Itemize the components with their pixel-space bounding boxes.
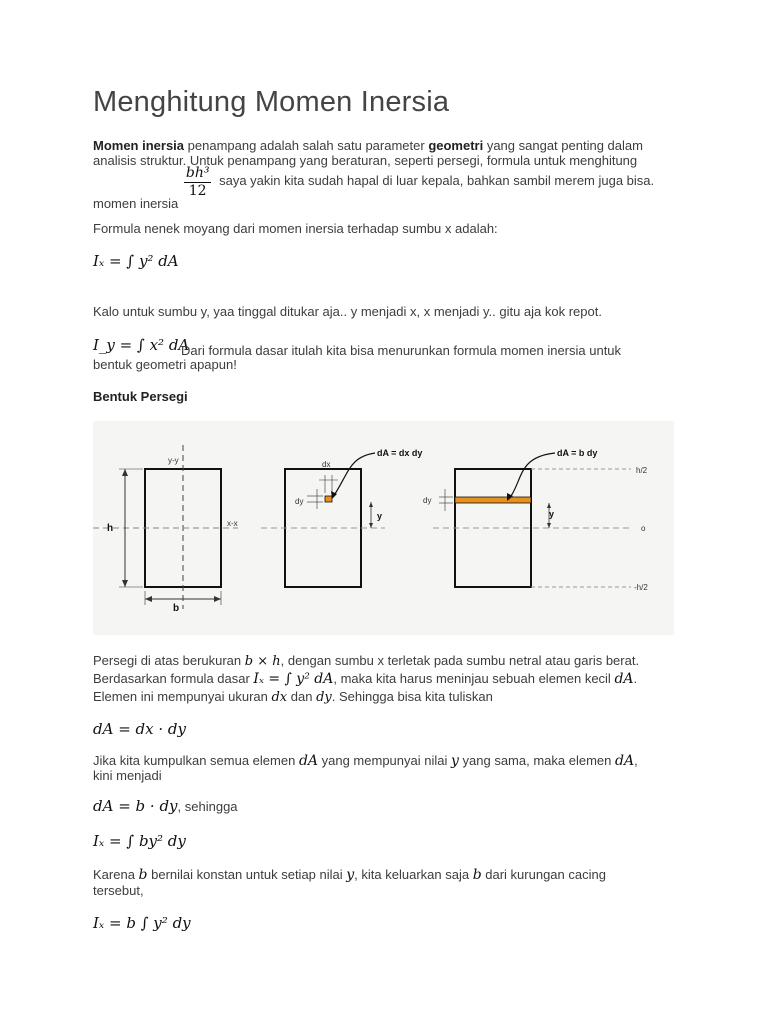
paragraph: [93, 689, 493, 705]
bold-term: Momen inersia: [93, 138, 185, 153]
math-inline: dA: [614, 671, 634, 687]
element-dA: [325, 496, 332, 502]
strip-dA: [455, 497, 531, 503]
text: yang mempunyai nilai: [318, 753, 451, 768]
math-inline: Iₓ = ∫ y² dA: [253, 671, 334, 687]
intro-text: penampang adalah salah satu parameter: [184, 138, 429, 153]
math-inline: dx: [271, 690, 288, 705]
math-inline: y: [450, 753, 459, 769]
equation-dA: dA = dx · dy: [93, 720, 186, 738]
intro-paragraph-line: [93, 165, 693, 211]
math-inline: b: [472, 867, 482, 883]
text: , maka kita harus meninjau sebuah elemen kecil: [333, 671, 615, 686]
text: Persegi di atas berukuran: [93, 653, 245, 668]
text: yang sama, maka elemen: [458, 753, 615, 768]
intro-text: yang sangat penting dalam analisis struktur. Untuk penampang yang beraturan, seperti persegi, formula untuk menghitung: [93, 138, 643, 168]
equation-ix: Iₓ = ∫ y² dA: [93, 252, 179, 270]
text: , kita keluarkan saja: [354, 867, 473, 882]
paragraph: Dari formula dasar itulah kita bisa menurunkan formula momen inersia untuk: [181, 343, 622, 358]
text: , dengan sumbu x terletak pada sumbu netral atau garis berat.: [280, 653, 640, 668]
equation-line: [93, 797, 238, 816]
label-zero: o: [641, 524, 646, 533]
fraction-denominator: 12: [188, 183, 207, 199]
label-h: h: [107, 523, 114, 534]
rectangle-diagrams: [93, 421, 674, 635]
label-dx: dx: [322, 460, 331, 469]
label-dy2: dy: [423, 496, 432, 505]
text: ,: [634, 753, 638, 768]
label-y2: y: [549, 509, 555, 519]
text: Jika kita kumpulkan semua elemen: [93, 753, 299, 768]
label-h-half: h/2: [636, 466, 648, 475]
paragraph: [93, 753, 638, 769]
equation-ix-strip: Iₓ = ∫ by² dy: [93, 832, 186, 850]
equation-ix-final: Iₓ = b ∫ y² dy: [93, 914, 191, 932]
text: bernilai konstan untuk setiap nilai: [147, 867, 347, 882]
equation-iy: I_y = ∫ x² dA: [93, 336, 190, 354]
paragraph: tersebut,: [93, 883, 144, 898]
bold-term: geometri: [428, 138, 484, 153]
text: dan: [287, 689, 317, 704]
intro-text: saya yakin kita sudah hapal di luar kepala, bahkan sambil merem juga bisa.: [219, 172, 655, 188]
intro-paragraph: [93, 138, 683, 168]
text: .: [633, 671, 638, 686]
math-inline: dA: [298, 753, 319, 769]
math-inline: b: [138, 867, 148, 883]
label-yy: y-y: [168, 456, 179, 465]
math-inline: dA: [614, 753, 635, 769]
math-inline: y: [346, 867, 355, 883]
text: dari kurungan cacing: [481, 867, 606, 882]
paragraph: kini menjadi: [93, 768, 162, 783]
paragraph: [93, 653, 639, 669]
equation-dA-strip: dA = b · dy: [93, 797, 178, 815]
paragraph: Kalo untuk sumbu y, yaa tinggal ditukar aja.. y menjadi x, x menjadi y.. gitu aja kok repot.: [93, 304, 602, 319]
label-dy1: dy: [295, 497, 304, 506]
paragraph: [93, 671, 637, 687]
page-title: Menghitung Momen Inersia: [93, 86, 450, 118]
paragraph: bentuk geometri apapun!: [93, 357, 237, 372]
fraction-numerator: bh³: [185, 165, 210, 181]
label-minus-h-half: -h/2: [634, 583, 648, 592]
label-dA1: dA = dx dy: [377, 448, 423, 458]
label-dA2: dA = b dy: [557, 448, 598, 458]
label-y1: y: [377, 511, 383, 521]
text: Elemen ini mempunyai ukuran: [93, 689, 272, 704]
moment-of-inertia-figure: [93, 421, 674, 635]
math-inline: b × h: [244, 654, 281, 669]
fraction: [184, 166, 212, 199]
paragraph: Formula nenek moyang dari momen inersia terhadap sumbu x adalah:: [93, 221, 498, 236]
section-heading: Bentuk Persegi: [93, 389, 188, 404]
text: , sehingga: [177, 799, 238, 814]
intro-text: momen inersia: [93, 195, 179, 211]
arrow-dA1: [333, 453, 375, 497]
text: . Sehingga bisa kita tuliskan: [331, 689, 493, 704]
math-inline: dy: [316, 690, 332, 705]
text: Karena: [93, 867, 139, 882]
label-b: b: [173, 603, 180, 614]
label-xx: x-x: [227, 519, 238, 528]
text: Berdasarkan formula dasar: [93, 671, 254, 686]
paragraph: [93, 867, 606, 883]
